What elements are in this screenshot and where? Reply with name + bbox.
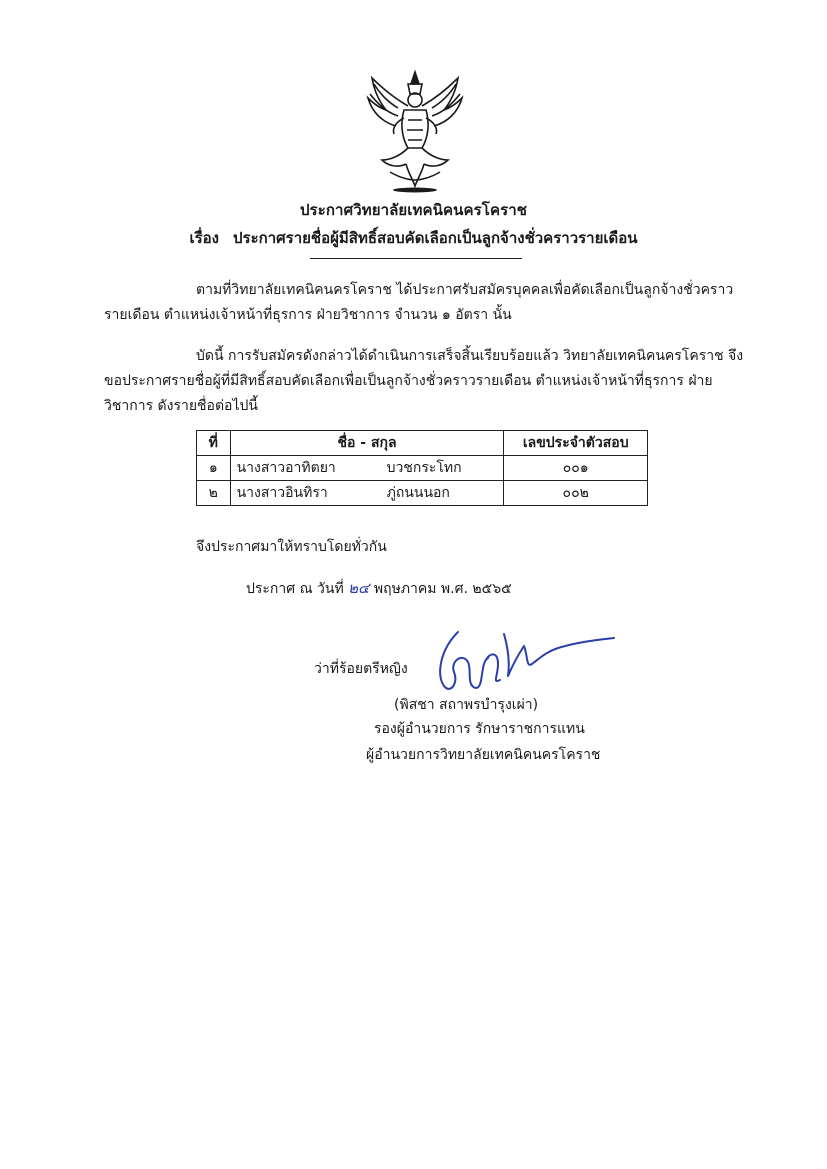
row-name [230, 456, 504, 481]
date-rest: พฤษภาคม พ.ศ. ๒๕๖๕ [373, 581, 512, 597]
subject-label: เรื่อง [189, 229, 219, 247]
candidate-table [196, 430, 648, 506]
first-name: นางสาวอาทิตยา [236, 460, 336, 476]
announcement-subject [0, 226, 827, 250]
table-row [197, 481, 648, 506]
table-header-row [197, 431, 648, 456]
paragraph-2-text: บัดนี้ การรับสมัครดังกล่าวได้ดำเนินการเสร็จสิ้นเรียบร้อยแล้ว วิทยาลัยเทคนิคนครโคราช จึงขอประกาศรายชื่อผู้ที่มีสิทธิ์สอบคัดเลือกเพื่อเป็นลูกจ้างชั่วคราวรายเดือน ตำแหน่งเจ้าหน้าที่ธุรการ ฝ่ายวิชาการ ดังรายชื่อต่อไปนี้ [104, 348, 744, 414]
row-no: ๑ [197, 456, 231, 481]
announcement-title: ประกาศวิทยาลัยเทคนิคนครโคราช [299, 201, 528, 219]
paragraph-1 [104, 278, 749, 328]
signer-name: (พิสชา สถาพรบำรุงเผ่า) [394, 697, 539, 713]
title-divider [310, 258, 522, 259]
signer-rank: ว่าที่ร้อยตรีหญิง [314, 661, 408, 677]
date-day: ๒๔ [348, 579, 370, 597]
row-name [230, 481, 504, 506]
first-name: นางสาวอินทิรา [236, 485, 328, 501]
table-row [197, 456, 648, 481]
last-name: บวชกระโทก [386, 460, 462, 476]
header-no: ที่ [197, 431, 231, 456]
row-exam-id: ๐๐๑ [504, 456, 648, 481]
paragraph-1-text: ตามที่วิทยาลัยเทคนิคนครโคราช ได้ประกาศรับสมัครบุคคลเพื่อคัดเลือกเป็นลูกจ้างชั่วคราวรายเดือน ตำแหน่งเจ้าหน้าที่ธุรการ ฝ่ายวิชาการ จำนวน ๑ อัตรา นั้น [104, 282, 734, 323]
header-name: ชื่อ - สกุล [230, 431, 504, 456]
header-exam-id: เลขประจำตัวสอบ [504, 431, 648, 456]
subject-text: ประกาศรายชื่อผู้มีสิทธิ์สอบคัดเลือกเป็นลูกจ้างชั่วคราวรายเดือน [233, 229, 638, 247]
paragraph-2 [104, 344, 749, 419]
announcement-date [246, 576, 512, 600]
garuda-emblem-icon [360, 68, 470, 194]
handwritten-signature [428, 622, 618, 700]
last-name: ภู่ถนนนอก [386, 485, 450, 501]
date-prefix: ประกาศ ณ วันที่ [246, 581, 344, 597]
signer-position-1: รองผู้อำนวยการ รักษาราชการแทน [374, 721, 585, 737]
row-exam-id: ๐๐๒ [504, 481, 648, 506]
row-no: ๒ [197, 481, 231, 506]
closing-text: จึงประกาศมาให้ทราบโดยทั่วกัน [196, 539, 387, 555]
signer-position-2: ผู้อำนวยการวิทยาลัยเทคนิคนครโคราช [366, 747, 601, 763]
